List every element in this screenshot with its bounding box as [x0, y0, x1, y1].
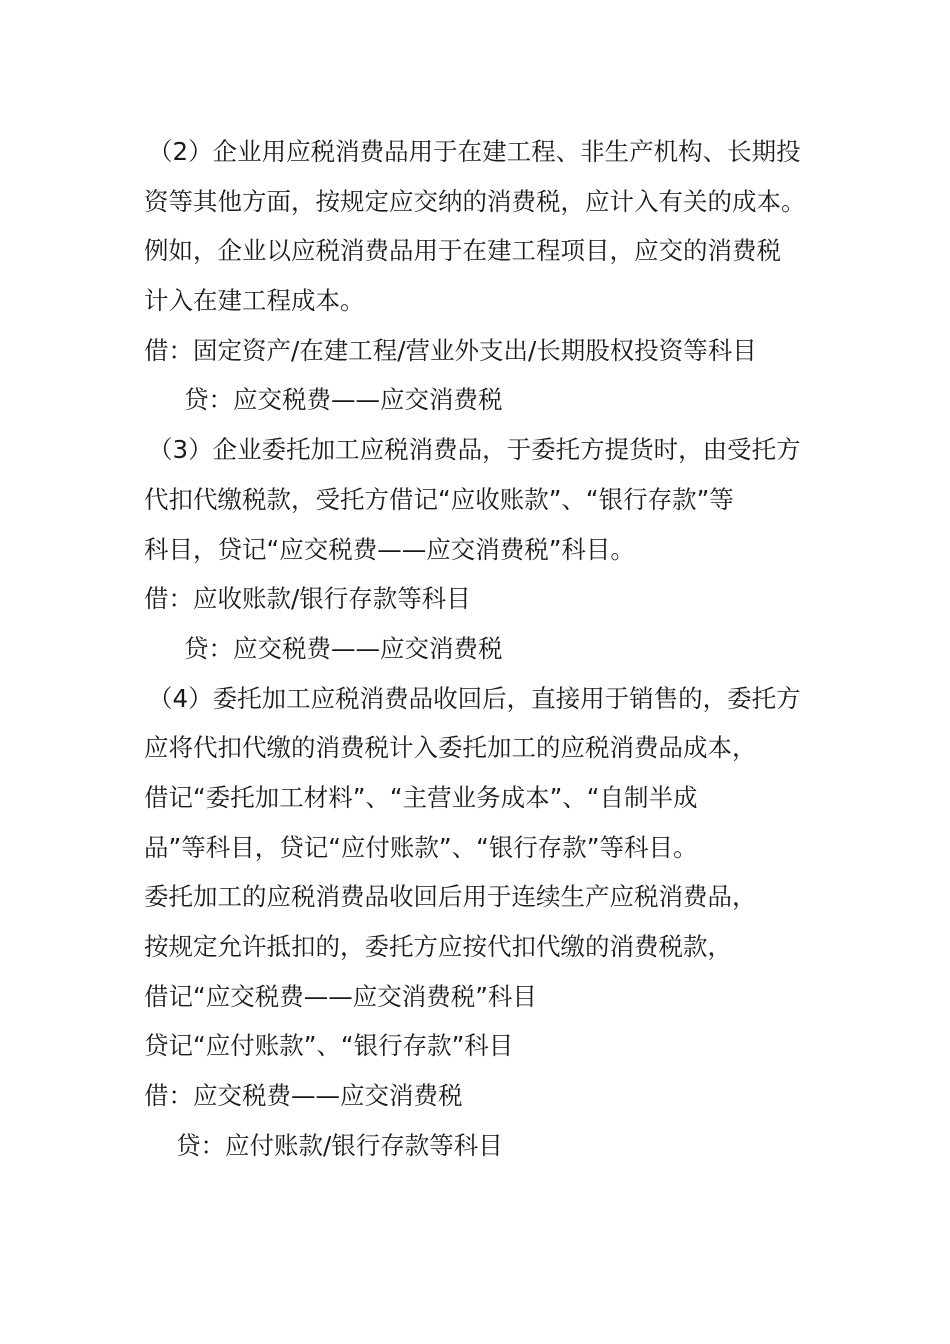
credit-entry-1: 贷：应交税费——应交消费税 [184, 385, 503, 415]
paragraph-4-line-6: 按规定允许抵扣的，委托方应按代扣代缴的消费税款， [144, 932, 732, 961]
paragraph-4-line-7: 借记“应交税费——应交消费税”科目 [144, 981, 537, 1011]
credit-entry-3: 贷：应付账款/银行存款等科目 [176, 1130, 503, 1160]
paragraph-2-line-2: 资等其他方面，按规定应交纳的消费税，应计入有关的成本。 [144, 186, 806, 216]
paragraph-4-line-1: （4）委托加工应税消费品收回后，直接用于销售的，委托方 [148, 683, 801, 713]
debit-entry-3: 借：应交税费——应交消费税 [144, 1081, 463, 1111]
paragraph-4-line-5: 委托加工的应税消费品收回后用于连续生产应税消费品， [144, 882, 757, 912]
debit-entry-2: 借：应收账款/银行存款等科目 [144, 584, 471, 614]
paragraph-3-line-1: （3）企业委托加工应税消费品，于委托方提货时，由受托方 [148, 435, 801, 465]
paragraph-3-line-3: 科目，贷记“应交税费——应交消费税”科目。 [144, 534, 635, 564]
paragraph-4-line-2: 应将代扣代缴的消费税计入委托加工的应税消费品成本， [144, 733, 757, 763]
paragraph-4-line-3: 借记“委托加工材料”、“主营业务成本”、“自制半成 [144, 782, 698, 812]
paragraph-2-line-3: 例如，企业以应税消费品用于在建工程项目，应交的消费税 [144, 236, 781, 266]
credit-entry-2: 贷：应交税费——应交消费税 [184, 633, 503, 663]
document-body [144, 127, 824, 1170]
paragraph-3-line-2: 代扣代缴税款，受托方借记“应收账款”、“银行存款”等 [144, 484, 734, 514]
paragraph-2-line-4: 计入在建工程成本。 [144, 286, 365, 316]
paragraph-2-line-1: （2）企业用应税消费品用于在建工程、非生产机构、长期投 [148, 137, 801, 166]
debit-entry-1: 借：固定资产/在建工程/营业外支出/长期股权投资等科目 [144, 335, 757, 365]
paragraph-4-line-4: 品”等科目，贷记“应付账款”、“银行存款”等科目。 [144, 832, 698, 862]
paragraph-4-line-8: 贷记“应付账款”、“银行存款”科目 [144, 1031, 514, 1061]
